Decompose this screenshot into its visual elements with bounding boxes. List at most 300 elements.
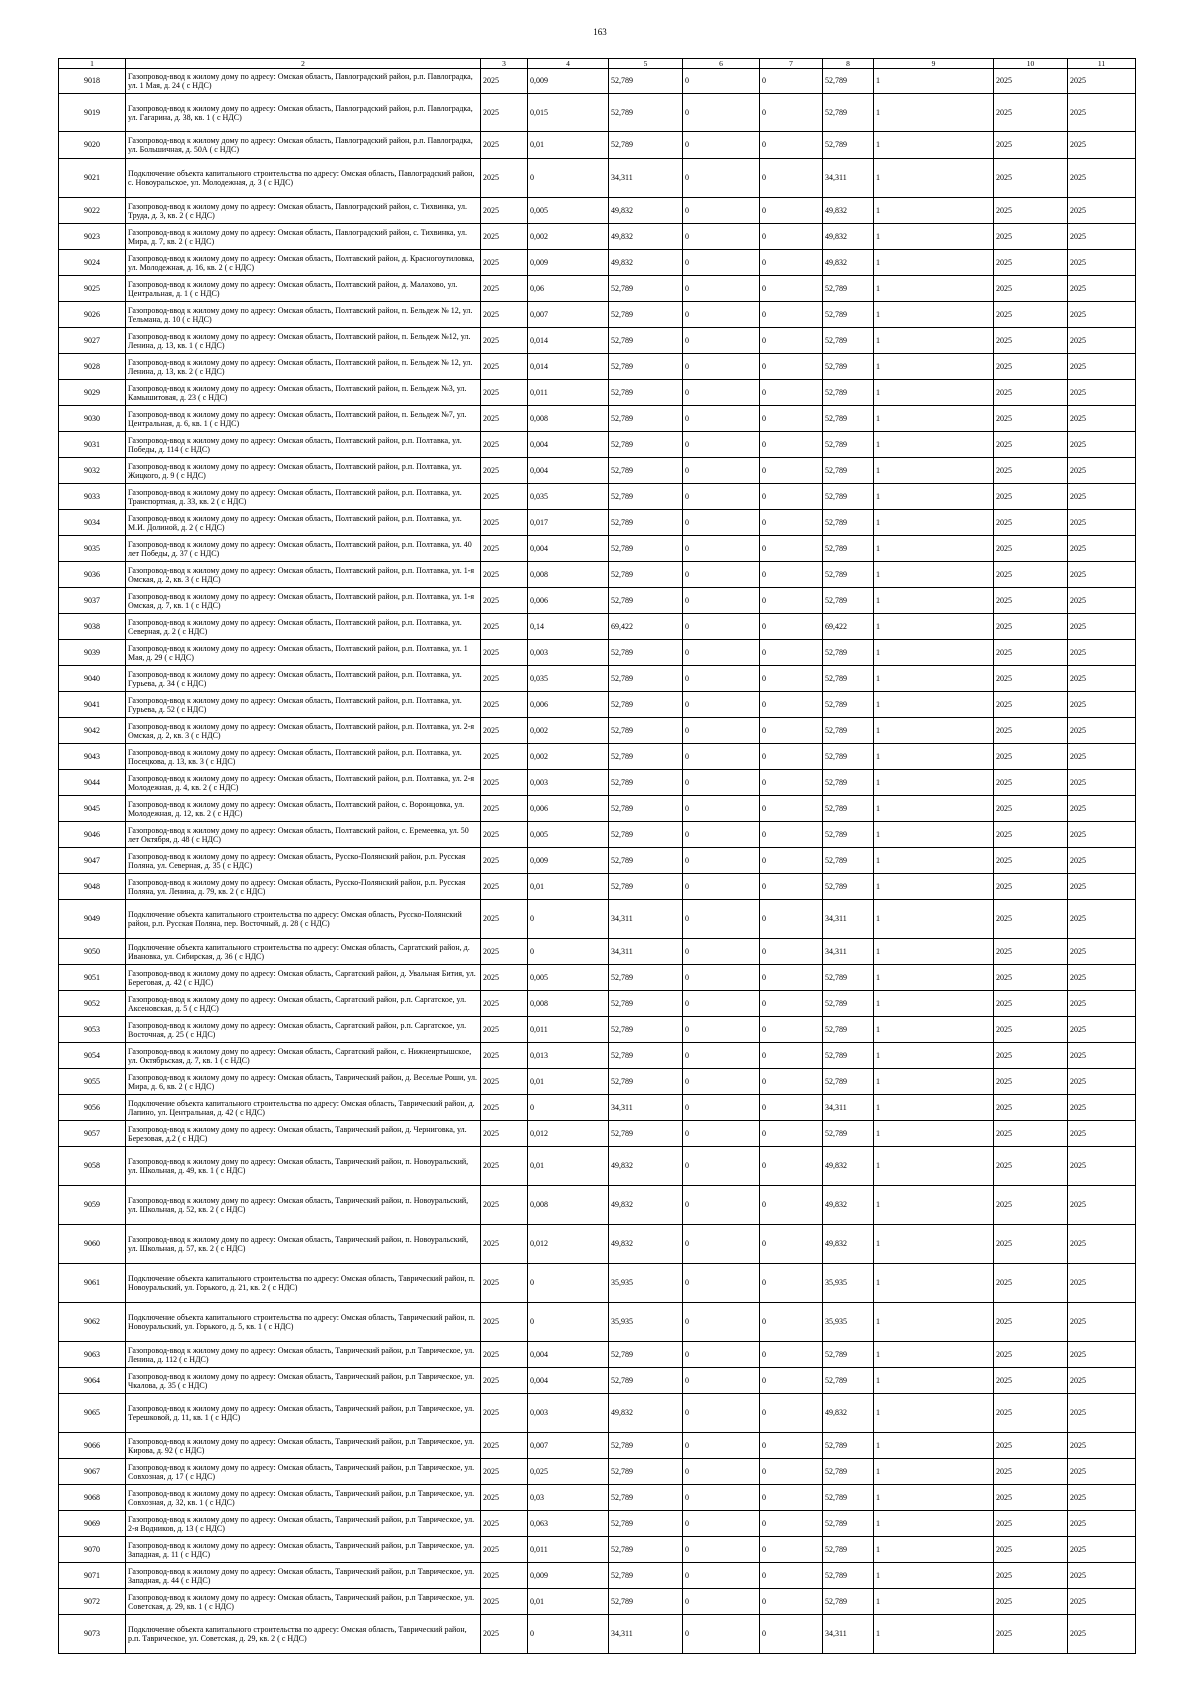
table-row — [59, 991, 1136, 1017]
year: 2025 — [481, 510, 528, 536]
table-row — [59, 1303, 1136, 1342]
length: 0,008 — [528, 406, 609, 432]
object-description: Газопровод-ввод к жилому дому по адресу: Омская область, Саргатский район, р.п. Саргатское, ул. Аксеновская, д. 5 ( с НДС) — [126, 991, 481, 1017]
length: 0,006 — [528, 796, 609, 822]
object-description: Газопровод-ввод к жилому дому по адресу: Омская область, Полтавский район, р.п. Полтавка, ул. 1-я Омская, д. 7, кв. 1 ( с НДС) — [126, 588, 481, 614]
cost: 52,789 — [609, 770, 683, 796]
column-header-2: 2 — [126, 59, 481, 69]
row-number: 9065 — [59, 1394, 126, 1433]
length: 0,005 — [528, 965, 609, 991]
col-9-value: 1 — [874, 991, 994, 1017]
table-row — [59, 1615, 1136, 1654]
col-9-value: 1 — [874, 1043, 994, 1069]
cost: 52,789 — [609, 1368, 683, 1394]
year: 2025 — [481, 1433, 528, 1459]
row-number: 9041 — [59, 692, 126, 718]
year: 2025 — [481, 484, 528, 510]
year: 2025 — [481, 848, 528, 874]
table-row — [59, 718, 1136, 744]
col-7-value: 0 — [760, 1264, 823, 1303]
cost: 52,789 — [609, 510, 683, 536]
object-description: Газопровод-ввод к жилому дому по адресу: Омская область, Таврический район, р.п Таврическое, ул. Кирова, д. 92 ( с НДС) — [126, 1433, 481, 1459]
row-number: 9039 — [59, 640, 126, 666]
year-end: 2025 — [1068, 1459, 1136, 1485]
row-number: 9073 — [59, 1615, 126, 1654]
row-number: 9024 — [59, 250, 126, 276]
year: 2025 — [481, 874, 528, 900]
year: 2025 — [481, 1225, 528, 1264]
cost: 52,789 — [609, 991, 683, 1017]
table-row — [59, 640, 1136, 666]
table-row — [59, 1043, 1136, 1069]
col-9-value: 1 — [874, 1433, 994, 1459]
year-end: 2025 — [1068, 224, 1136, 250]
object-description: Газопровод-ввод к жилому дому по адресу: Омская область, Полтавский район, р.п. Полтавка, ул. 2-я Омская, д. 2, кв. 3 ( с НДС) — [126, 718, 481, 744]
row-number: 9060 — [59, 1225, 126, 1264]
table-row — [59, 536, 1136, 562]
col-6-value: 0 — [683, 432, 760, 458]
row-number: 9053 — [59, 1017, 126, 1043]
table-row — [59, 1342, 1136, 1368]
total: 52,789 — [823, 874, 874, 900]
object-description: Газопровод-ввод к жилому дому по адресу: Омская область, Таврический район, р.п Таврическое, ул. Западная, д. 11 ( с НДС) — [126, 1537, 481, 1563]
object-description: Газопровод-ввод к жилому дому по адресу: Омская область, Полтавский район, п. Бельдеж №7, ул. Центральная, д. 6, кв. 1 ( с НДС) — [126, 406, 481, 432]
col-9-value: 1 — [874, 250, 994, 276]
cost: 52,789 — [609, 1342, 683, 1368]
object-description: Газопровод-ввод к жилому дому по адресу: Омская область, Полтавский район, р.п. Полтавка, ул. Транспортная, д. 33, кв. 2 ( с НДС) — [126, 484, 481, 510]
col-9-value: 1 — [874, 224, 994, 250]
col-6-value: 0 — [683, 132, 760, 159]
col-6-value: 0 — [683, 1537, 760, 1563]
col-6-value: 0 — [683, 874, 760, 900]
table-row — [59, 159, 1136, 198]
year-end: 2025 — [1068, 900, 1136, 939]
cost: 52,789 — [609, 1069, 683, 1095]
col-6-value: 0 — [683, 939, 760, 965]
cost: 52,789 — [609, 94, 683, 132]
table-row — [59, 1147, 1136, 1186]
year: 2025 — [481, 276, 528, 302]
year-start: 2025 — [994, 848, 1068, 874]
year: 2025 — [481, 666, 528, 692]
table-row — [59, 562, 1136, 588]
row-number: 9062 — [59, 1303, 126, 1342]
year-start: 2025 — [994, 1121, 1068, 1147]
year: 2025 — [481, 1342, 528, 1368]
total: 52,789 — [823, 1069, 874, 1095]
year-start: 2025 — [994, 666, 1068, 692]
year-start: 2025 — [994, 991, 1068, 1017]
object-description: Газопровод-ввод к жилому дому по адресу: Омская область, Полтавский район, п. Бельдеж №12, ул. Ленина, д. 13, кв. 1 ( с НДС) — [126, 328, 481, 354]
year-end: 2025 — [1068, 614, 1136, 640]
col-7-value: 0 — [760, 380, 823, 406]
col-9-value: 1 — [874, 640, 994, 666]
cost: 52,789 — [609, 744, 683, 770]
object-description: Газопровод-ввод к жилому дому по адресу: Омская область, Полтавский район, р.п. Полтавка, ул. 1 Мая, д. 29 ( с НДС) — [126, 640, 481, 666]
cost: 52,789 — [609, 666, 683, 692]
table-row — [59, 1186, 1136, 1225]
object-description: Газопровод-ввод к жилому дому по адресу: Омская область, Таврический район, п. Новоуральский, ул. Школьная, д. 52, кв. 2 ( с НДС) — [126, 1186, 481, 1225]
object-description: Подключение объекта капитального строительства по адресу: Омская область, Павлоградский район, с. Новоуральское, ул. Молодежная, д. 3 ( с НДС) — [126, 159, 481, 198]
table-row — [59, 1095, 1136, 1121]
length: 0,012 — [528, 1225, 609, 1264]
row-number: 9055 — [59, 1069, 126, 1095]
table-row — [59, 198, 1136, 224]
length: 0,01 — [528, 1147, 609, 1186]
col-9-value: 1 — [874, 1186, 994, 1225]
year-end: 2025 — [1068, 965, 1136, 991]
length: 0,005 — [528, 198, 609, 224]
object-description: Газопровод-ввод к жилому дому по адресу: Омская область, Полтавский район, р.п. Полтавка, ул. Северная, д. 2 ( с НДС) — [126, 614, 481, 640]
table-row — [59, 770, 1136, 796]
object-description: Газопровод-ввод к жилому дому по адресу: Омская область, Павлоградский район, с. Тихвинка, ул. Труда, д. 3, кв. 2 ( с НДС) — [126, 198, 481, 224]
year-end: 2025 — [1068, 1121, 1136, 1147]
year-end: 2025 — [1068, 432, 1136, 458]
total: 52,789 — [823, 965, 874, 991]
cost: 52,789 — [609, 562, 683, 588]
year: 2025 — [481, 328, 528, 354]
object-description: Газопровод-ввод к жилому дому по адресу: Омская область, Полтавский район, с. Еремеевка, ул. 50 лет Октября, д. 48 ( с НДС) — [126, 822, 481, 848]
year: 2025 — [481, 302, 528, 328]
object-description: Газопровод-ввод к жилому дому по адресу: Омская область, Саргатский район, с. Нижнеиртышское, ул. Октябрьская, д. 7, кв. 1 ( с НДС) — [126, 1043, 481, 1069]
col-6-value: 0 — [683, 250, 760, 276]
table-row — [59, 822, 1136, 848]
col-9-value: 1 — [874, 1511, 994, 1537]
col-9-value: 1 — [874, 354, 994, 380]
length: 0,035 — [528, 484, 609, 510]
table-row — [59, 354, 1136, 380]
year-start: 2025 — [994, 1368, 1068, 1394]
cost: 49,832 — [609, 1186, 683, 1225]
col-6-value: 0 — [683, 1342, 760, 1368]
year-start: 2025 — [994, 432, 1068, 458]
table-row — [59, 939, 1136, 965]
object-description: Газопровод-ввод к жилому дому по адресу: Омская область, Полтавский район, п. Бельдеж № 12, ул. Ленина, д. 13, кв. 2 ( с НДС) — [126, 354, 481, 380]
data-table — [58, 58, 1136, 1654]
length: 0 — [528, 1264, 609, 1303]
col-6-value: 0 — [683, 354, 760, 380]
object-description: Газопровод-ввод к жилому дому по адресу: Омская область, Саргатский район, д. Увальная Бития, ул. Береговая, д. 42 ( с НДС) — [126, 965, 481, 991]
row-number: 9029 — [59, 380, 126, 406]
row-number: 9068 — [59, 1485, 126, 1511]
length: 0,009 — [528, 69, 609, 94]
col-9-value: 1 — [874, 939, 994, 965]
length: 0,009 — [528, 848, 609, 874]
year-start: 2025 — [994, 354, 1068, 380]
col-9-value: 1 — [874, 536, 994, 562]
year-end: 2025 — [1068, 1017, 1136, 1043]
col-7-value: 0 — [760, 302, 823, 328]
cost: 52,789 — [609, 1537, 683, 1563]
length: 0,01 — [528, 1589, 609, 1615]
year-start: 2025 — [994, 1017, 1068, 1043]
length: 0,007 — [528, 302, 609, 328]
table-row — [59, 1511, 1136, 1537]
row-number: 9035 — [59, 536, 126, 562]
col-7-value: 0 — [760, 484, 823, 510]
column-header-1: 1 — [59, 59, 126, 69]
length: 0,012 — [528, 1121, 609, 1147]
row-number: 9052 — [59, 991, 126, 1017]
total: 34,311 — [823, 1615, 874, 1654]
year-start: 2025 — [994, 770, 1068, 796]
col-6-value: 0 — [683, 328, 760, 354]
object-description: Газопровод-ввод к жилому дому по адресу: Омская область, Полтавский район, р.п. Полтавка, ул. 40 лет Победы, д. 37 ( с НДС) — [126, 536, 481, 562]
table-row — [59, 328, 1136, 354]
col-7-value: 0 — [760, 1537, 823, 1563]
year-end: 2025 — [1068, 562, 1136, 588]
object-description: Подключение объекта капитального строительства по адресу: Омская область, Таврический район, п. Новоуральский, ул. Горького, д. 21, кв. 2 ( с НДС) — [126, 1264, 481, 1303]
total: 52,789 — [823, 1511, 874, 1537]
col-7-value: 0 — [760, 1095, 823, 1121]
table-row — [59, 588, 1136, 614]
col-9-value: 1 — [874, 848, 994, 874]
col-9-value: 1 — [874, 276, 994, 302]
col-9-value: 1 — [874, 69, 994, 94]
cost: 52,789 — [609, 965, 683, 991]
year: 2025 — [481, 132, 528, 159]
row-number: 9033 — [59, 484, 126, 510]
object-description: Газопровод-ввод к жилому дому по адресу: Омская область, Павлоградский район, р.п. Павлоградка, ул. Гагарина, д. 38, кв. 1 ( с НДС) — [126, 94, 481, 132]
col-9-value: 1 — [874, 1615, 994, 1654]
year-start: 2025 — [994, 69, 1068, 94]
col-7-value: 0 — [760, 822, 823, 848]
col-7-value: 0 — [760, 1147, 823, 1186]
total: 52,789 — [823, 536, 874, 562]
year-start: 2025 — [994, 1459, 1068, 1485]
col-6-value: 0 — [683, 1433, 760, 1459]
object-description: Газопровод-ввод к жилому дому по адресу: Омская область, Русско-Полянский район, р.п. Русская Поляна, ул. Северная, д. 35 ( с НДС) — [126, 848, 481, 874]
col-7-value: 0 — [760, 276, 823, 302]
year: 2025 — [481, 69, 528, 94]
row-number: 9020 — [59, 132, 126, 159]
object-description: Газопровод-ввод к жилому дому по адресу: Омская область, Таврический район, д. Веселые Роши, ул. Мира, д. 6, кв. 2 ( с НДС) — [126, 1069, 481, 1095]
year-start: 2025 — [994, 900, 1068, 939]
table-row — [59, 1368, 1136, 1394]
col-6-value: 0 — [683, 1043, 760, 1069]
col-6-value: 0 — [683, 484, 760, 510]
row-number: 9045 — [59, 796, 126, 822]
row-number: 9028 — [59, 354, 126, 380]
year-end: 2025 — [1068, 276, 1136, 302]
col-9-value: 1 — [874, 1537, 994, 1563]
cost: 52,789 — [609, 1459, 683, 1485]
total: 52,789 — [823, 354, 874, 380]
year: 2025 — [481, 432, 528, 458]
row-number: 9034 — [59, 510, 126, 536]
col-9-value: 1 — [874, 1459, 994, 1485]
cost: 49,832 — [609, 1225, 683, 1264]
year: 2025 — [481, 1095, 528, 1121]
year-start: 2025 — [994, 718, 1068, 744]
total: 49,832 — [823, 198, 874, 224]
row-number: 9043 — [59, 744, 126, 770]
row-number: 9061 — [59, 1264, 126, 1303]
object-description: Газопровод-ввод к жилому дому по адресу: Омская область, Полтавский район, р.п. Полтавка, ул. М.И. Долиной, д. 2 ( с НДС) — [126, 510, 481, 536]
col-6-value: 0 — [683, 94, 760, 132]
col-6-value: 0 — [683, 822, 760, 848]
col-6-value: 0 — [683, 1394, 760, 1433]
year-start: 2025 — [994, 1225, 1068, 1264]
total: 34,311 — [823, 939, 874, 965]
year: 2025 — [481, 406, 528, 432]
year-start: 2025 — [994, 939, 1068, 965]
year-start: 2025 — [994, 1342, 1068, 1368]
object-description: Газопровод-ввод к жилому дому по адресу: Омская область, Таврический район, п. Новоуральский, ул. Школьная, д. 49, кв. 1 ( с НДС) — [126, 1147, 481, 1186]
col-7-value: 0 — [760, 406, 823, 432]
length: 0,035 — [528, 666, 609, 692]
col-6-value: 0 — [683, 1121, 760, 1147]
col-6-value: 0 — [683, 1147, 760, 1186]
length: 0,025 — [528, 1459, 609, 1485]
length: 0,003 — [528, 1394, 609, 1433]
object-description: Газопровод-ввод к жилому дому по адресу: Омская область, Полтавский район, р.п. Полтавка, ул. Гурьева, д. 52 ( с НДС) — [126, 692, 481, 718]
year: 2025 — [481, 1303, 528, 1342]
year-start: 2025 — [994, 744, 1068, 770]
year: 2025 — [481, 822, 528, 848]
col-6-value: 0 — [683, 198, 760, 224]
col-7-value: 0 — [760, 1342, 823, 1368]
year-end: 2025 — [1068, 666, 1136, 692]
col-7-value: 0 — [760, 666, 823, 692]
table-row — [59, 380, 1136, 406]
row-number: 9059 — [59, 1186, 126, 1225]
table-row — [59, 432, 1136, 458]
col-9-value: 1 — [874, 406, 994, 432]
col-7-value: 0 — [760, 536, 823, 562]
row-number: 9023 — [59, 224, 126, 250]
year-start: 2025 — [994, 1264, 1068, 1303]
year-end: 2025 — [1068, 354, 1136, 380]
year-start: 2025 — [994, 692, 1068, 718]
col-7-value: 0 — [760, 939, 823, 965]
col-9-value: 1 — [874, 1589, 994, 1615]
row-number: 9031 — [59, 432, 126, 458]
total: 52,789 — [823, 1537, 874, 1563]
length: 0,004 — [528, 458, 609, 484]
row-number: 9048 — [59, 874, 126, 900]
object-description: Газопровод-ввод к жилому дому по адресу: Омская область, Таврический район, р.п Таврическое, ул. Совхозная, д. 17 ( с НДС) — [126, 1459, 481, 1485]
year-end: 2025 — [1068, 1485, 1136, 1511]
year-start: 2025 — [994, 874, 1068, 900]
year: 2025 — [481, 1459, 528, 1485]
row-number: 9030 — [59, 406, 126, 432]
year: 2025 — [481, 965, 528, 991]
length: 0,004 — [528, 1342, 609, 1368]
col-9-value: 1 — [874, 1303, 994, 1342]
col-9-value: 1 — [874, 1121, 994, 1147]
length: 0,011 — [528, 380, 609, 406]
col-9-value: 1 — [874, 302, 994, 328]
total: 52,789 — [823, 991, 874, 1017]
year-end: 2025 — [1068, 1615, 1136, 1654]
col-7-value: 0 — [760, 1368, 823, 1394]
col-6-value: 0 — [683, 1303, 760, 1342]
cost: 52,789 — [609, 69, 683, 94]
year-start: 2025 — [994, 328, 1068, 354]
col-9-value: 1 — [874, 588, 994, 614]
year-end: 2025 — [1068, 1225, 1136, 1264]
table-row — [59, 458, 1136, 484]
year-end: 2025 — [1068, 458, 1136, 484]
cost: 52,789 — [609, 302, 683, 328]
col-7-value: 0 — [760, 1017, 823, 1043]
object-description: Газопровод-ввод к жилому дому по адресу: Омская область, Таврический район, р.п Таврическое, ул. Ленина, д. 112 ( с НДС) — [126, 1342, 481, 1368]
col-7-value: 0 — [760, 224, 823, 250]
cost: 49,832 — [609, 250, 683, 276]
year-start: 2025 — [994, 1589, 1068, 1615]
row-number: 9047 — [59, 848, 126, 874]
cost: 52,789 — [609, 822, 683, 848]
year-start: 2025 — [994, 1433, 1068, 1459]
year-start: 2025 — [994, 1069, 1068, 1095]
length: 0,014 — [528, 354, 609, 380]
cost: 34,311 — [609, 939, 683, 965]
year: 2025 — [481, 1485, 528, 1511]
col-9-value: 1 — [874, 159, 994, 198]
total: 52,789 — [823, 510, 874, 536]
object-description: Газопровод-ввод к жилому дому по адресу: Омская область, Полтавский район, р.п. Полтавка, ул. Гурьева, д. 34 ( с НДС) — [126, 666, 481, 692]
total: 52,789 — [823, 1433, 874, 1459]
length: 0,009 — [528, 1563, 609, 1589]
col-9-value: 1 — [874, 458, 994, 484]
col-6-value: 0 — [683, 900, 760, 939]
total: 69,422 — [823, 614, 874, 640]
total: 52,789 — [823, 458, 874, 484]
length: 0,06 — [528, 276, 609, 302]
object-description: Газопровод-ввод к жилому дому по адресу: Омская область, Павлоградский район, с. Тихвинка, ул. Мира, д. 7, кв. 2 ( с НДС) — [126, 224, 481, 250]
year-start: 2025 — [994, 380, 1068, 406]
table-row — [59, 484, 1136, 510]
col-7-value: 0 — [760, 692, 823, 718]
col-6-value: 0 — [683, 965, 760, 991]
col-9-value: 1 — [874, 94, 994, 132]
row-number: 9071 — [59, 1563, 126, 1589]
table-row — [59, 1264, 1136, 1303]
object-description: Газопровод-ввод к жилому дому по адресу: Омская область, Полтавский район, п. Бельдеж №3, ул. Камышитовая, д. 23 ( с НДС) — [126, 380, 481, 406]
col-9-value: 1 — [874, 510, 994, 536]
col-9-value: 1 — [874, 432, 994, 458]
row-number: 9036 — [59, 562, 126, 588]
object-description: Газопровод-ввод к жилому дому по адресу: Омская область, Полтавский район, р.п. Полтавка, ул. Победы, д. 114 ( с НДС) — [126, 432, 481, 458]
year-end: 2025 — [1068, 1069, 1136, 1095]
column-header-4: 4 — [528, 59, 609, 69]
year-end: 2025 — [1068, 1394, 1136, 1433]
col-7-value: 0 — [760, 1485, 823, 1511]
year-end: 2025 — [1068, 874, 1136, 900]
table-row — [59, 796, 1136, 822]
year-start: 2025 — [994, 132, 1068, 159]
row-number: 9056 — [59, 1095, 126, 1121]
year-start: 2025 — [994, 1186, 1068, 1225]
total: 52,789 — [823, 1121, 874, 1147]
table-row — [59, 744, 1136, 770]
year-end: 2025 — [1068, 1342, 1136, 1368]
column-header-10: 10 — [994, 59, 1068, 69]
col-6-value: 0 — [683, 380, 760, 406]
total: 52,789 — [823, 692, 874, 718]
col-7-value: 0 — [760, 510, 823, 536]
row-number: 9049 — [59, 900, 126, 939]
col-6-value: 0 — [683, 588, 760, 614]
table-row — [59, 224, 1136, 250]
total: 52,789 — [823, 822, 874, 848]
col-7-value: 0 — [760, 354, 823, 380]
object-description: Газопровод-ввод к жилому дому по адресу: Омская область, Полтавский район, п. Бельдеж № 12, ул. Тельмана, д. 10 ( с НДС) — [126, 302, 481, 328]
col-9-value: 1 — [874, 484, 994, 510]
row-number: 9037 — [59, 588, 126, 614]
year: 2025 — [481, 1394, 528, 1433]
